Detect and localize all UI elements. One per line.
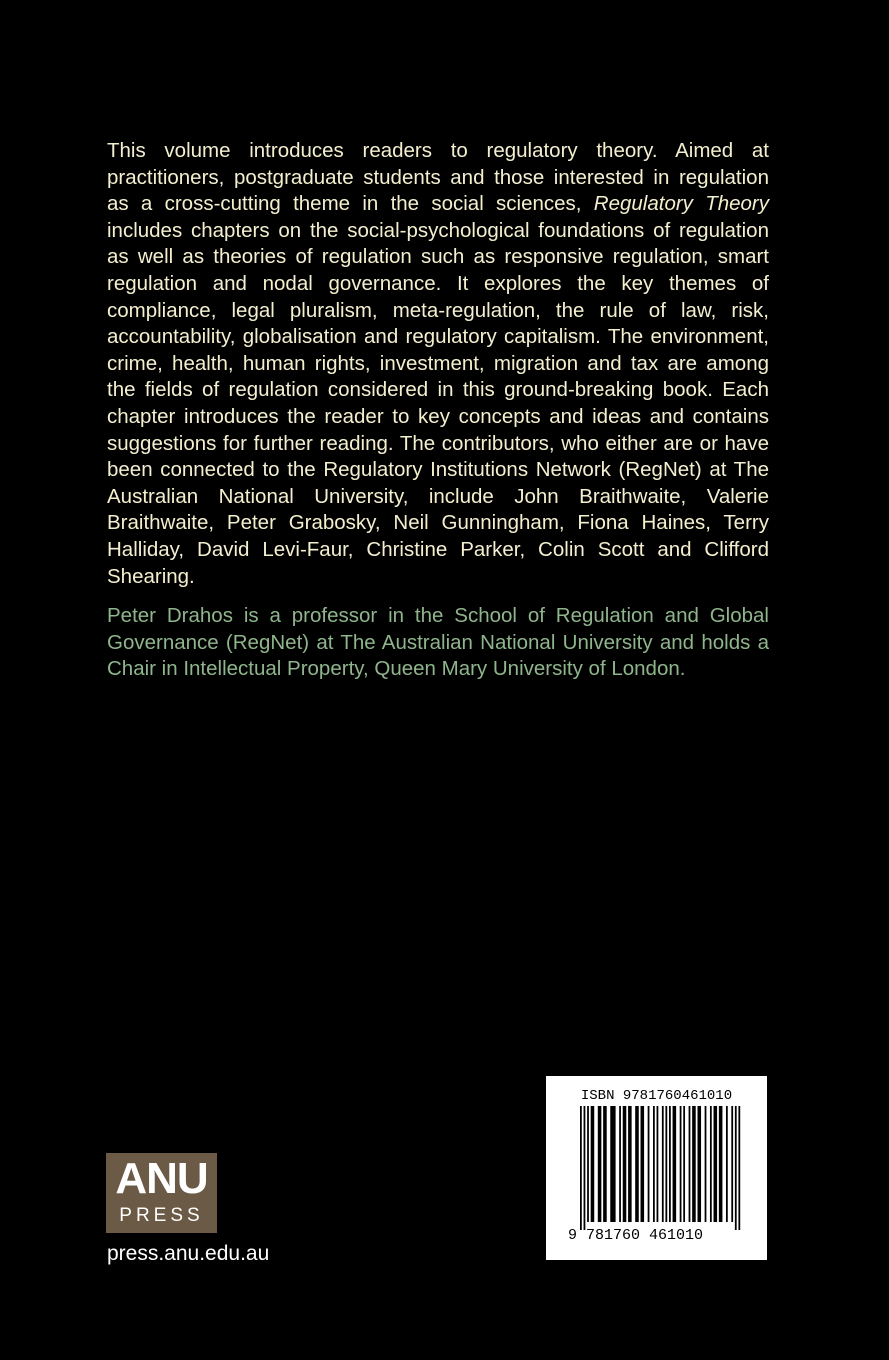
barcode-bar [628,1106,632,1222]
barcode-bar [669,1106,671,1222]
barcode-bar [591,1106,595,1222]
author-bio: Peter Drahos is a professor in the School of Regulation and Global Governance (RegNet) at The Australian National University and holds a Chair in Intellectual Property, Queen Mary University of London. [107,604,769,681]
barcode-bar [584,1106,586,1230]
barcode-bars [546,1106,767,1230]
barcode-bar [726,1106,728,1222]
barcode-bar [635,1106,639,1222]
barcode-bar [598,1106,602,1222]
publisher-url: press.anu.edu.au [107,1242,270,1265]
book-description [107,138,769,590]
barcode-bar [641,1106,645,1222]
barcode-bar [731,1106,733,1222]
barcode-bar [710,1106,712,1222]
barcode-bar [662,1106,664,1222]
logo-anu-text: ANU [115,1154,208,1203]
barcode-bar [580,1106,582,1230]
isbn-barcode [546,1076,767,1260]
barcode-bar [653,1106,655,1222]
barcode-bar [587,1106,589,1222]
logo-press-text: PRESS [119,1205,204,1226]
anu-press-logo [106,1153,217,1233]
isbn-label: ISBN 9781760461010 [580,1088,733,1104]
description-text-1: This volume introduces readers to regulatory theory. Aimed at practitioners, postgraduate students and those interested in regulation as a cross-cutting theme in the social sciences, [107,139,769,216]
barcode-bar [714,1106,718,1222]
barcode-bar [719,1106,723,1222]
barcode-bar [665,1106,667,1222]
barcode-bar [610,1106,615,1222]
description-text-2: includes chapters on the social-psychological foundations of regulation as well as theories of regulation such as responsive regulation, smart regulation and nodal governance. It explores the key themes of compliance, legal pluralism, meta-regulation, the rule of law, risk, accountability, globalisation and regulatory capitalism. The environment, crime, health, human rights, investment, migration and tax are among the fields of regulation considered in this ground-breaking book. Each chapter introduces the reader to key concepts and ideas and contains suggestions for further reading. The contributors, who either are or have been connected to the Regulatory Institutions Network (RegNet) at The Australian National University, include John Braithwaite, Valerie Braithwaite, Peter Grabosky, Neil Gunningham, Fiona Haines, Terry Halliday, David Levi-Faur, Christine Parker, Colin Scott and Clifford Shearing. [107,218,769,588]
barcode-bar [735,1106,737,1230]
barcode-bar [603,1106,607,1222]
barcode-bar [673,1106,677,1222]
barcode-bar [648,1106,650,1222]
barcode-bar [692,1106,696,1222]
barcode-bar [657,1106,659,1222]
barcode-bar [619,1106,621,1222]
barcode-bar [683,1106,685,1222]
barcode-bar [689,1106,691,1222]
barcode-bar [623,1106,627,1222]
barcode-bar [680,1106,682,1222]
barcode-bar [705,1106,707,1222]
barcode-bar [738,1106,740,1230]
barcode-bar [697,1106,701,1222]
barcode-digits: 9 781760 461010 [568,1227,704,1244]
book-title-italic: Regulatory Theory [593,192,769,216]
